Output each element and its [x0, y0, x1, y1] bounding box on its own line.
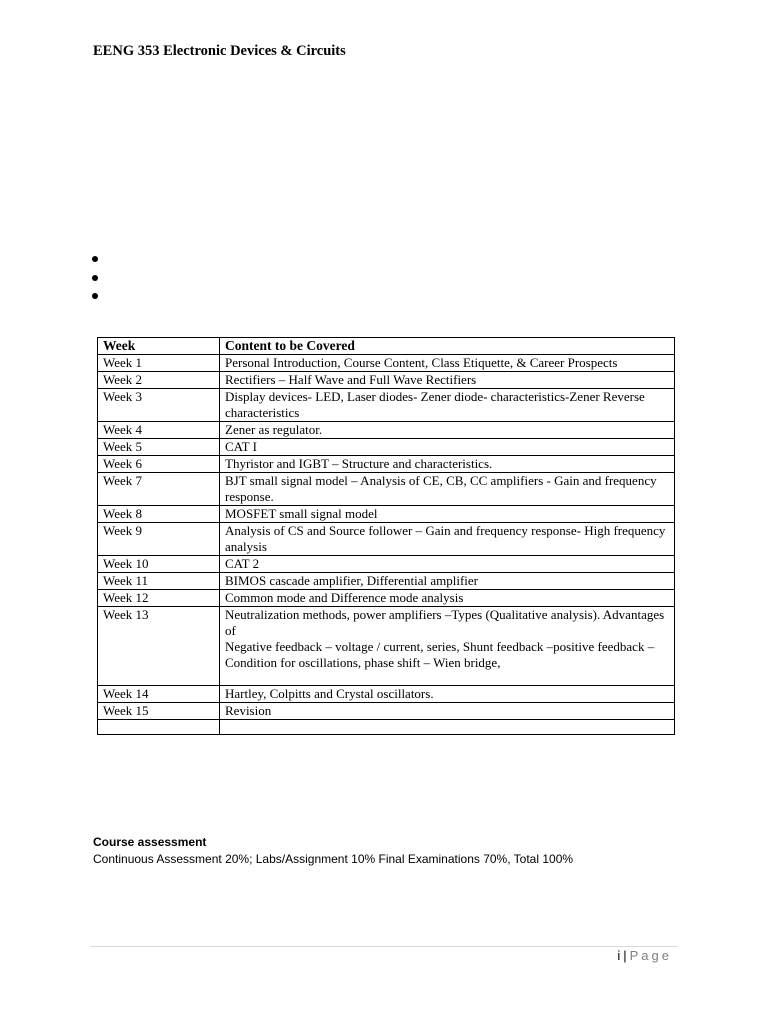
- empty-table-row: [98, 720, 675, 735]
- table-row: [98, 556, 675, 573]
- content-cell: Common mode and Difference mode analysis: [220, 590, 675, 607]
- week-cell: Week 2: [98, 372, 220, 389]
- week-cell: Week 12: [98, 590, 220, 607]
- week-cell: Week 6: [98, 456, 220, 473]
- week-cell: Week 3: [98, 389, 220, 422]
- assessment-breakdown: Continuous Assessment 20%; Labs/Assignment 10% Final Examinations 70%, Total 100%: [93, 852, 574, 866]
- table-row: [98, 473, 675, 506]
- table-row: [98, 703, 675, 720]
- course-assessment-section: [93, 834, 573, 868]
- week-cell: Week 9: [98, 523, 220, 556]
- content-cell: Revision: [220, 703, 675, 720]
- week-cell: Week 4: [98, 422, 220, 439]
- week-cell: Week 14: [98, 686, 220, 703]
- week-column-header: Week: [98, 338, 220, 355]
- table-row: [98, 523, 675, 556]
- content-cell: Analysis of CS and Source follower – Gain and frequency response- High frequency analysis: [220, 523, 675, 556]
- table-row: [98, 372, 675, 389]
- content-cell: BJT small signal model – Analysis of CE, CB, CC amplifiers - Gain and frequency response.: [220, 473, 675, 506]
- table-header-row: [98, 338, 675, 355]
- content-cell: CAT I: [220, 439, 675, 456]
- table-row: [98, 607, 675, 686]
- table-row: [98, 456, 675, 473]
- footer-separator: |: [623, 948, 627, 963]
- week-cell: Week 7: [98, 473, 220, 506]
- week-cell: Week 15: [98, 703, 220, 720]
- content-cell: Zener as regulator.: [220, 422, 675, 439]
- table-row: [98, 590, 675, 607]
- weekly-schedule-table: [97, 337, 675, 735]
- assessment-heading: Course assessment: [93, 835, 207, 849]
- content-cell: Rectifiers – Half Wave and Full Wave Rectifiers: [220, 372, 675, 389]
- page-footer: [617, 948, 672, 963]
- footer-divider: [90, 946, 678, 947]
- table-row: [98, 506, 675, 523]
- page-number: i: [617, 948, 621, 963]
- week-cell: Week 1: [98, 355, 220, 372]
- week-cell: [98, 720, 220, 735]
- table-row: [98, 389, 675, 422]
- content-cell: CAT 2: [220, 556, 675, 573]
- table-row: [98, 355, 675, 372]
- table-row: [98, 439, 675, 456]
- week-cell: Week 13: [98, 607, 220, 686]
- content-cell: MOSFET small signal model: [220, 506, 675, 523]
- table-row: [98, 686, 675, 703]
- table-row: [98, 573, 675, 590]
- week-cell: Week 11: [98, 573, 220, 590]
- content-cell: Hartley, Colpitts and Crystal oscillators.: [220, 686, 675, 703]
- content-cell: BIMOS cascade amplifier, Differential amplifier: [220, 573, 675, 590]
- content-cell: Display devices- LED, Laser diodes- Zener diode- characteristics-Zener Reverse characteristics: [220, 389, 675, 422]
- week-cell: Week 10: [98, 556, 220, 573]
- content-column-header: Content to be Covered: [220, 338, 675, 355]
- document-title: EENG 353 Electronic Devices & Circuits: [93, 43, 346, 59]
- content-cell: Neutralization methods, power amplifiers –Types (Qualitative analysis). Advantages of Negative feedback – voltage / current, series, Shunt feedback –positive feedback – Condition for oscillations, phase shift – Wien bridge,: [220, 607, 675, 686]
- content-cell: Thyristor and IGBT – Structure and characteristics.: [220, 456, 675, 473]
- table-row: [98, 422, 675, 439]
- page-word: Page: [629, 948, 672, 963]
- content-cell: Personal Introduction, Course Content, Class Etiquette, & Career Prospects: [220, 355, 675, 372]
- content-cell: [220, 720, 675, 735]
- week-cell: Week 5: [98, 439, 220, 456]
- week-cell: Week 8: [98, 506, 220, 523]
